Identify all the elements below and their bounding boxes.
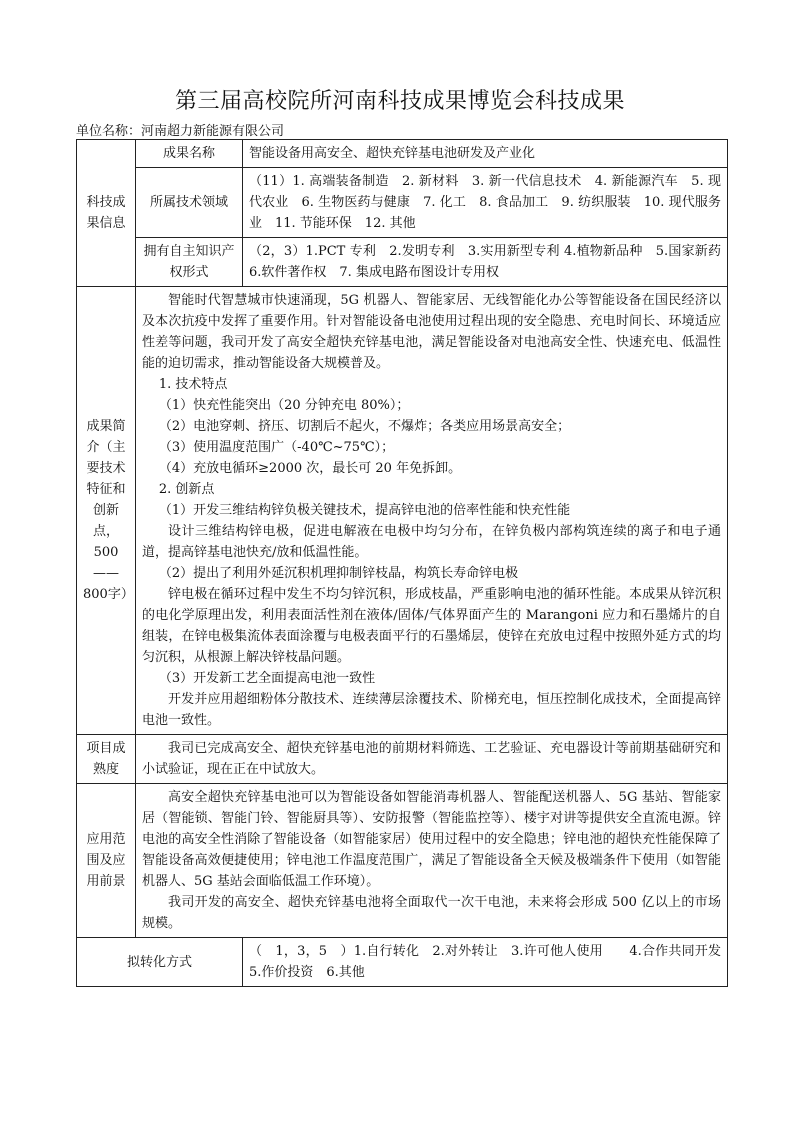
maturity-category-cell: 项目成熟度 bbox=[77, 735, 136, 784]
tech-field-label: 所属技术领域 bbox=[136, 168, 243, 238]
table-row bbox=[77, 735, 728, 784]
maturity-text: 我司已完成高安全、超快充锌基电池的前期材料筛选、工艺验证、充电器设计等前期基础研究和小试验证，现在正在中试放大。 bbox=[142, 741, 721, 777]
unit-name-value: 河南超力新能源有限公司 bbox=[141, 124, 285, 139]
application-content bbox=[136, 784, 728, 938]
tech-field-value: （11）1. 高端装备制造 2. 新材料 3. 新一代信息技术 4. 新能源汽车 5. 现代农业 6. 生物医药与健康 7. 化工 8. 食品加工 9. 纺织服装 10. 现代服务业 11. 节能环保 12. 其他 bbox=[243, 168, 728, 238]
unit-name-label: 单位名称： bbox=[76, 124, 142, 139]
features-title: 1. 技术特点 bbox=[158, 377, 228, 392]
achievement-name-value: 智能设备用高安全、超快充锌基电池研发及产业化 bbox=[243, 140, 728, 168]
page-title: 第三届高校院所河南科技成果博览会科技成果 bbox=[174, 89, 625, 114]
innovation-2-text: 锌电极在循环过程中发生不均匀锌沉积，形成枝晶，严重影响电池的循环性能。本成果从锌沉积的电化学原理出发，利用表面活性剂在液体/固体/气体界面产生的 Marangoni 应力和石墨烯片的自组装，在锌电极集流体表面涂覆与电极表面平行的石墨烯层，使锌在充放电过程中按照外延方式的均匀沉积，从根源上解决锌枝晶问题。 bbox=[142, 587, 721, 665]
transfer-category-cell: 拟转化方式 bbox=[77, 938, 243, 987]
table-row bbox=[77, 287, 728, 735]
application-text-2: 我司开发的高安全、超快充锌基电池将全面取代一次干电池，未来将会形成 500 亿以上的市场规模。 bbox=[142, 895, 721, 931]
table-row bbox=[77, 140, 728, 168]
feature-item: （4）充放电循环≥2000 次，最长可 20 年免拆卸。 bbox=[158, 461, 462, 476]
summary-content bbox=[136, 287, 728, 735]
application-text-1: 高安全超快充锌基电池可以为智能设备如智能消毒机器人、智能配送机器人、5G 基站、智能家居（智能锁、智能门铃、智能厨具等）、安防报警（智能监控等）、楼宇对讲等提供安全直流电源。锌电池的高安全性消除了智能设备（如智能家居）使用过程中的安全隐患；锌电池的超快充性能保障了智能设备高效便捷使用；锌电池工作温度范围广，满足了智能设备全天候及极端条件下使用（如智能机器人、5G 基站会面临低温工作环境）。 bbox=[142, 790, 721, 889]
ip-form-label: 拥有自主知识产权形式 bbox=[136, 238, 243, 287]
table-row bbox=[77, 938, 728, 987]
table-row bbox=[77, 784, 728, 938]
application-category-cell: 应用范围及应用前景 bbox=[77, 784, 136, 938]
ip-form-value: （2，3）1.PCT 专利 2.发明专利 3.实用新型专利 4.植物新品种 5.国家新药 6.软件著作权 7. 集成电路布图设计专用权 bbox=[243, 238, 728, 287]
info-category-cell: 科技成果信息 bbox=[77, 140, 136, 287]
feature-item: （1）快充性能突出（20 分钟充电 80%）； bbox=[158, 398, 410, 413]
transfer-options: （ 1，3，5 ）1.自行转化 2.对外转让 3.许可他人使用 4.合作共同开发 5.作价投资 6.其他 bbox=[243, 938, 728, 987]
table-row bbox=[77, 168, 728, 238]
innovation-1-title: （1）开发三维结构锌负极关键技术，提高锌电池的倍率性能和快充性能 bbox=[158, 503, 571, 518]
innovation-3-title: （3）开发新工艺全面提高电池一致性 bbox=[158, 671, 376, 686]
maturity-content bbox=[136, 735, 728, 784]
innovation-3-text: 开发并应用超细粉体分散技术、连续薄层涂覆技术、阶梯充电，恒压控制化成技术，全面提高锌电池一致性。 bbox=[142, 692, 721, 728]
summary-intro: 智能时代智慧城市快速涌现，5G 机器人、智能家居、无线智能化办公等智能设备在国民经济以及本次抗疫中发挥了重要作用。针对智能设备电池使用过程出现的安全隐患、充电时间长、环境适应性差等问题，我司开发了高安全超快充锌基电池，满足智能设备对电池高安全性、快速充电、低温性能的迫切需求，推动智能设备大规模普及。 bbox=[142, 293, 721, 371]
unit-name-line bbox=[76, 120, 284, 139]
innovation-1-text: 设计三维结构锌电极，促进电解液在电极中均匀分布，在锌负极内部构筑连续的离子和电子通道，提高锌基电池快充/放和低温性能。 bbox=[142, 524, 721, 560]
summary-category-cell: 成果简介（主要技术特征和创新点，500——800字） bbox=[77, 287, 136, 735]
achievement-name-label: 成果名称 bbox=[136, 140, 243, 168]
innovation-2-title: （2）提出了利用外延沉积机理抑制锌枝晶，构筑长寿命锌电极 bbox=[158, 566, 519, 581]
innovation-title: 2. 创新点 bbox=[158, 482, 215, 497]
feature-item: （3）使用温度范围广（-40℃~75℃）； bbox=[158, 440, 395, 455]
table-row bbox=[77, 238, 728, 287]
achievement-table bbox=[76, 139, 735, 987]
feature-item: （2）电池穿刺、挤压、切割后不起火，不爆炸；各类应用场景高安全； bbox=[158, 419, 571, 434]
